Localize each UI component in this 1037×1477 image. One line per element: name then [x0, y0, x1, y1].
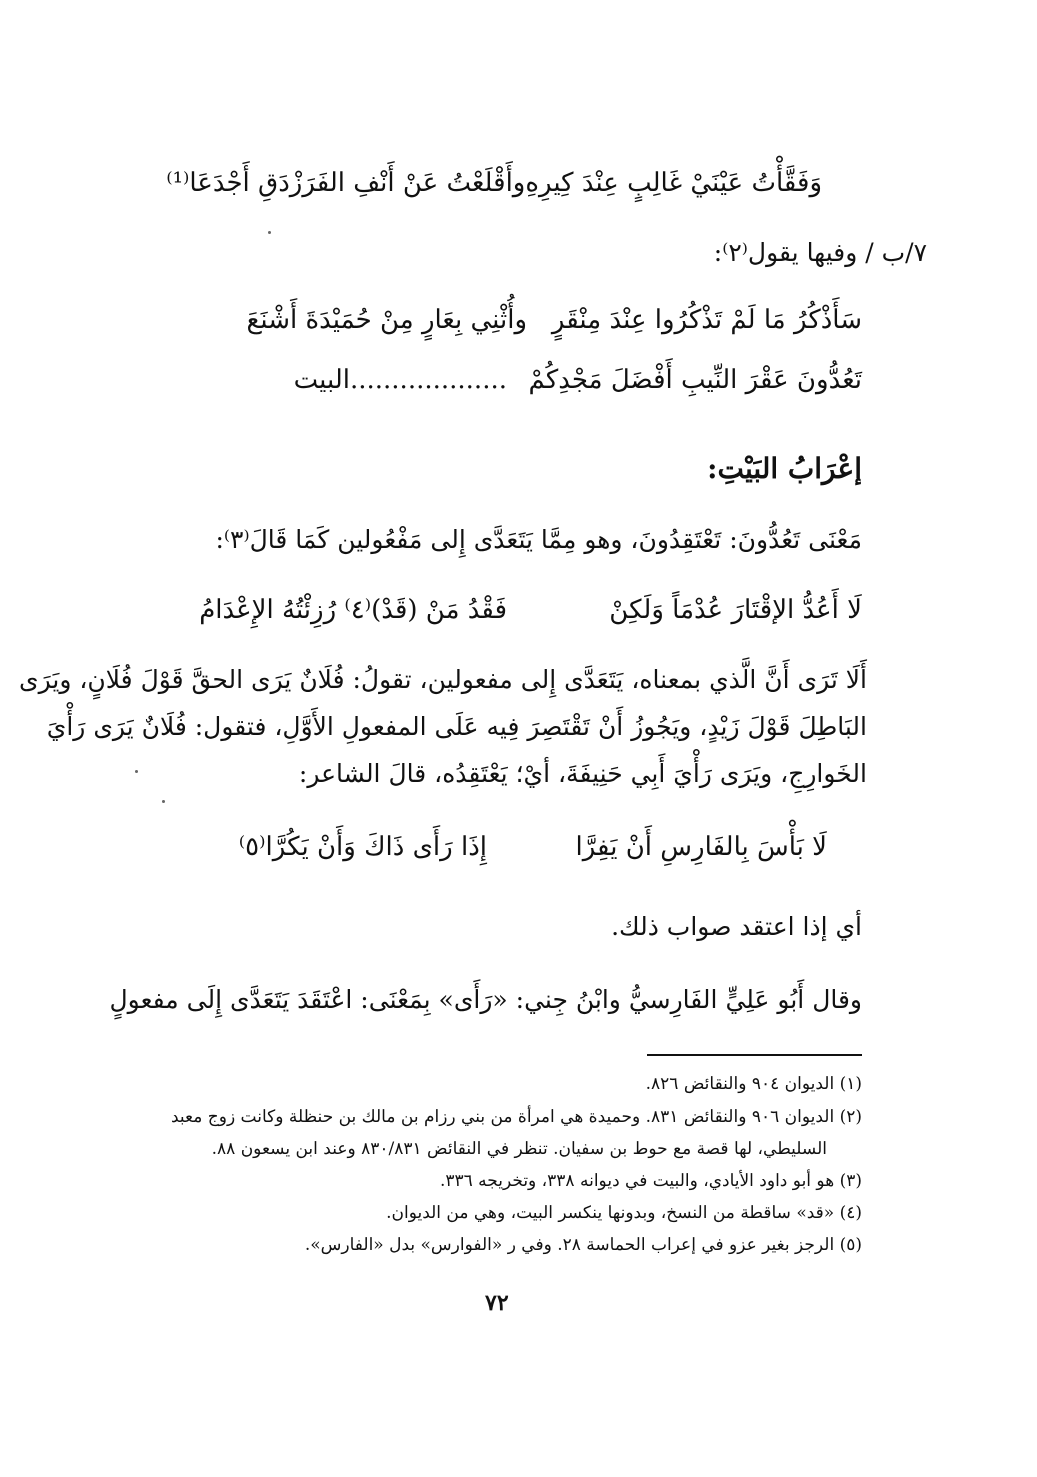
paragraph-4: وقال أَبُو عَلِيٍّ الفَارِسيُّ وابْنُ جِني: «رَأَى» بِمَعْنَى: اعْتَقَدَ يَتَعَدَّى إِلَى مفعولٍ	[109, 985, 862, 1014]
verse-2-second-hemistich: وأُثْنِي بِعَارٍ مِنْ حُمَيْدَةَ أَشْنَعَ	[246, 305, 527, 335]
paragraph-3: أي إذا اعتقد صواب ذلك.	[611, 912, 862, 941]
section-title: إعْرَابُ البَيْتِ:	[707, 452, 862, 485]
footnote-separator	[647, 1054, 862, 1056]
footnote-4: (٤) «قد» ساقطة من النسخ، وبدونها ينكسر البيت، وهي من الديوان.	[386, 1203, 862, 1223]
paragraph-2-line-2: البَاطِلَ قَوْلَ زَيْدٍ، ويَجُوزُ أَنْ تَقْتَصِرَ فِيه عَلَى المفعولِ الأَوَّلِ، فتقول: فُلَانٌ يَرَى رَأْيَ	[46, 712, 867, 741]
verse-3	[202, 365, 862, 395]
verse-1-second-hemistich: وأَقْلَعْتُ عَنْ أَنْفِ الفَرَزْدَقِ أَجْدَعَا⁽¹⁾	[166, 168, 526, 198]
verse-2-first-hemistich: سَأَذْكُرُ مَا لَمْ تَذْكُرُوا عِنْدَ مِنْقَرٍ	[551, 305, 862, 335]
paragraph-2-line-3: الخَوارِجِ، ويَرَى رَأْيَ أَبِي حَنِيفَةَ، أيْ؛ يَعْتَقِدُه، قالَ الشاعر:	[298, 759, 867, 788]
verse-5	[207, 832, 827, 862]
verse-2	[202, 305, 862, 335]
scan-speck	[268, 231, 271, 234]
verse-1	[166, 168, 822, 198]
verse-5-first-hemistich: لَا بَأْسَ بِالفَارِسِ أَنْ يَفِرَّا	[575, 832, 827, 862]
verse-4-first-hemistich: لَا أَعُدُّ الإقْتَارَ عُدْمَاً وَلَكِنْ	[609, 595, 862, 625]
footnote-3: (٣) هو أبو داود الأيادي، والبيت في ديوانه ٣٣٨، وتخريجه ٣٣٦.	[439, 1171, 862, 1191]
scan-speck	[135, 770, 138, 773]
footnote-5: (٥) الرجز بغير عزو في إعراب الحماسة ٢٨. وفي ر «الفوارس» بدل «الفارس».	[304, 1235, 862, 1255]
verse-4-second-hemistich: فَقْدُ مَنْ (قَدْ)⁽٤⁾ رُزِئْتُهُ الإِعْدَامُ	[199, 595, 507, 625]
verse-3-first-hemistich: تَعُدُّونَ عَقْرَ النِّيبِ أَفْضَلَ مَجْدِكُمْ	[528, 365, 862, 395]
verse-5-second-hemistich: إِذَا رَأَى ذَاكَ وَأَنْ يَكُرَّا⁽٥⁾	[238, 832, 487, 862]
footnote-2-continued: السليطي، لها قصة مع حوط بن سفيان. تنظر في النقائض ٨٣٠/٨٣١ وعند ابن يسعون ٨٨.	[211, 1139, 827, 1159]
paragraph-2-line-1: أَلَا تَرَى أَنَّ الَّذي بمعناه، يَتَعَدَّى إِلى مفعولين، تقولُ: فُلَانٌ يَرَى الحقَّ قَوْلَ فُلَانٍ، ويَرَى	[19, 665, 867, 694]
footnote-2: (٢) الديوان ٩٠٦ والنقائض ٨٣١. وحميدة هي امرأة من بني رزام بن مالك بن حنظلة وكانت زوج معبد	[171, 1107, 862, 1127]
verse-3-second-hemistich: ...................البيت	[293, 365, 507, 395]
page-number: ٧٢	[485, 1290, 509, 1316]
footnote-1: (١) الديوان ٩٠٤ والنقائض ٨٢٦.	[645, 1074, 862, 1094]
verse-1-first-hemistich: وَفَقَّأْتُ عَيْنَيْ غَالِبٍ عِنْدَ كِيرِهِ	[525, 168, 822, 198]
scan-speck	[162, 800, 165, 803]
verse-4	[172, 595, 862, 625]
folio-note: ٧/ب / وفيها يقول⁽٢⁾:	[713, 238, 927, 267]
paragraph-1: مَعْنَى تَعُدُّونَ: تَعْتَقِدُونَ، وهو مِمَّا يَتَعَدَّى إِلى مَفْعُولين كَمَا قَالَ⁽٣⁾:	[215, 525, 862, 554]
